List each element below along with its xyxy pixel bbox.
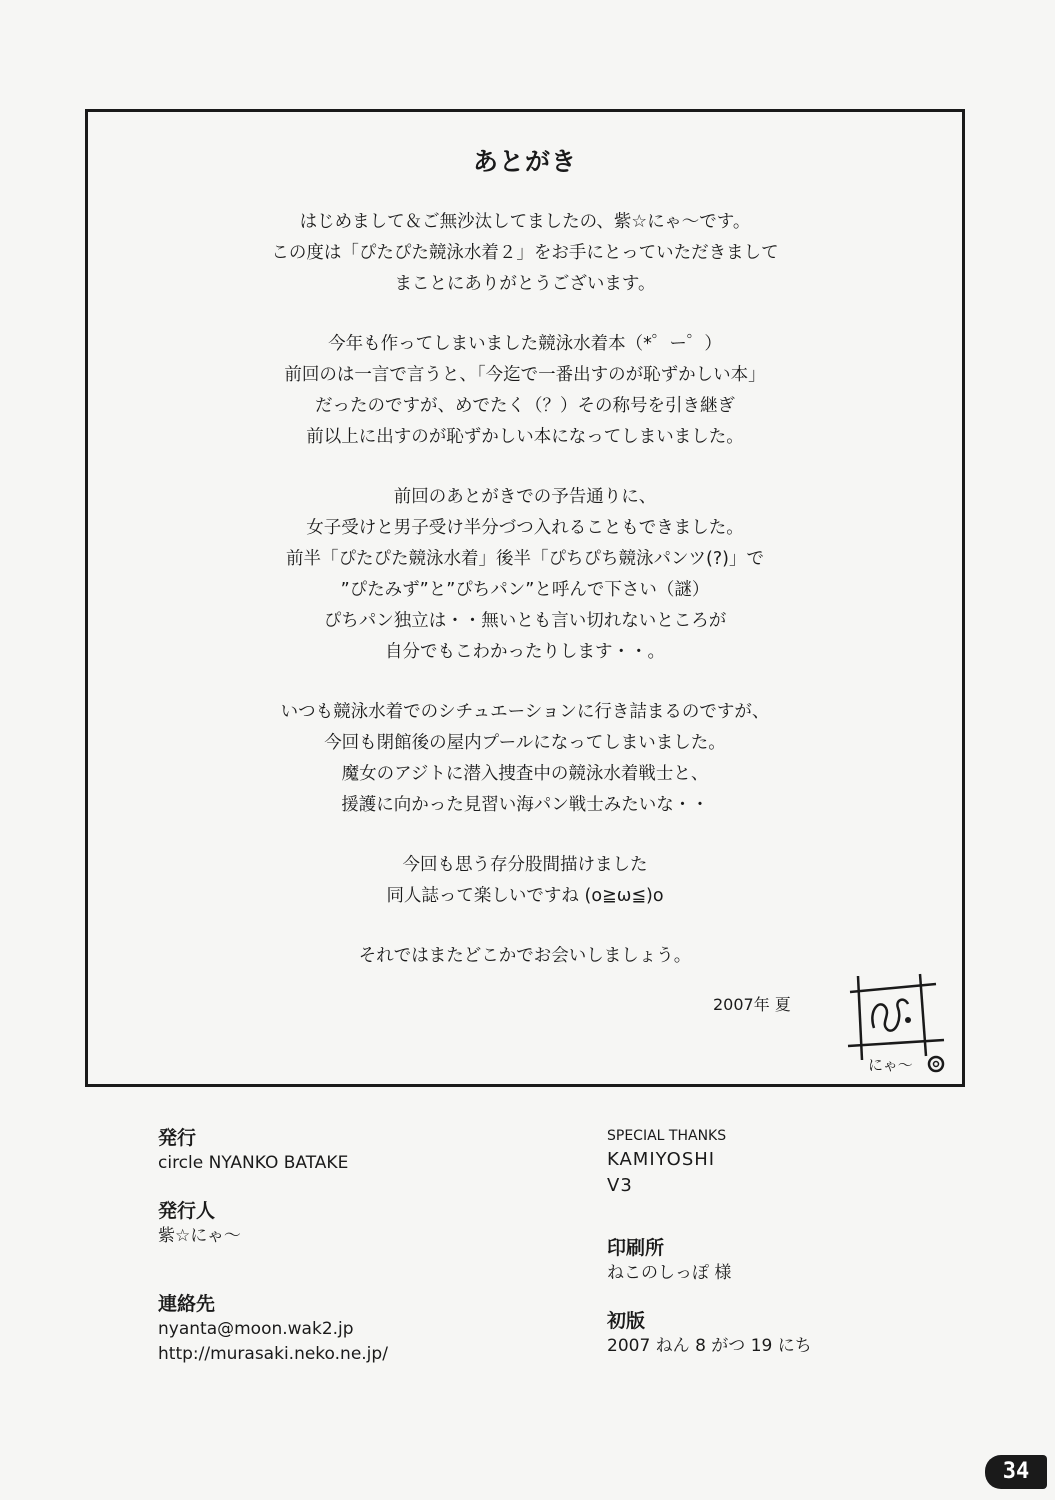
signature-text: にゃ～: [868, 1056, 913, 1074]
edition-label: 初版: [607, 1310, 646, 1332]
paragraph: [88, 329, 962, 453]
printer-block: [607, 1235, 812, 1286]
contact-email: nyanta@moon.wak2.jp: [158, 1319, 354, 1339]
edition-block: [607, 1308, 812, 1359]
paragraph: [88, 482, 962, 668]
text-line: はじめまして＆ご無沙汰してましたの、紫☆にゃ～です。: [299, 212, 751, 232]
page-number: 34: [985, 1455, 1047, 1489]
date-text: 2007年 夏: [713, 995, 791, 1014]
paragraph: [88, 697, 962, 821]
thanks-label: SPECIAL THANKS: [607, 1128, 727, 1144]
text-line: 女子受けと男子受け半分づつ入れることもできました。: [306, 518, 744, 538]
publisher-label: 発行: [158, 1127, 197, 1149]
paragraph: [88, 207, 962, 300]
text-line: 魔女のアジトに潜入捜査中の競泳水着戦士と、: [341, 764, 709, 784]
thanks-name: V3: [607, 1175, 633, 1196]
printer-label: 印刷所: [607, 1237, 665, 1259]
contact-label: 連絡先: [158, 1293, 216, 1315]
afterword-frame: [85, 109, 965, 1087]
text-line: 前半「ぴたぴた競泳水着」後半「ぴちぴち競泳パンツ(?)」で: [286, 549, 764, 569]
text-line: 今回も閉館後の屋内プールになってしまいました。: [324, 733, 726, 753]
contact-url: http://murasaki.neko.ne.jp/: [158, 1344, 388, 1364]
thanks-name: KAMIYOSHI: [607, 1149, 716, 1170]
afterword-body: [88, 207, 962, 1001]
printer-name: ねこのしっぽ 様: [607, 1263, 732, 1283]
paragraph: [88, 850, 962, 912]
issuer-label: 発行人: [158, 1200, 216, 1222]
text-line: 今回も思う存分股間描けました: [402, 855, 648, 875]
text-line: 援護に向かった見習い海パン戦士みたいな・・: [341, 795, 709, 815]
text-line: 前以上に出すのが恥ずかしい本になってしまいました。: [306, 427, 744, 447]
text-line: まことにありがとうございます。: [394, 274, 656, 294]
text-line: 前回のは一言で言うと、「今迄で一番出すのが恥ずかしい本」: [284, 365, 766, 385]
text-line: 前回のあとがきでの予告通りに、: [393, 487, 657, 507]
text-line: いつも競泳水着でのシチュエーションに行き詰まるのですが、: [280, 702, 770, 722]
publisher-block: [158, 1125, 388, 1176]
text-line: 自分でもこわかったりします・・。: [385, 642, 665, 662]
afterword-title: あとがき: [472, 147, 577, 176]
paragraph: [88, 941, 962, 972]
contact-block: [158, 1291, 388, 1367]
edition-date: 2007 ねん 8 がつ 19 にち: [607, 1336, 812, 1356]
text-line: それではまたどこかでお会いしましょう。: [358, 946, 692, 966]
text-line: ”ぴたみず”と”ぴちパン”と呼んで下さい（謎）: [340, 580, 710, 600]
colophon-left: [158, 1125, 388, 1389]
issuer-name: 紫☆にゃ～: [158, 1226, 241, 1246]
signature-stamp: [840, 970, 950, 1080]
text-line: 同人誌って楽しいですね (o≧ω≦)o: [386, 886, 664, 906]
publisher-name: circle NYANKO BATAKE: [158, 1153, 349, 1173]
text-line: だったのですが、めでたく（？）その称号を引き継ぎ: [315, 396, 735, 416]
thanks-block: [607, 1125, 812, 1199]
colophon-right: [607, 1125, 812, 1381]
text-line: この度は「ぴたぴた競泳水着２」をお手にとっていただきまして: [271, 243, 779, 263]
issuer-block: [158, 1198, 388, 1249]
text-line: ぴちパン独立は・・無いとも言い切れないところが: [323, 611, 727, 631]
text-line: 今年も作ってしまいました競泳水着本（*゜ー゜）: [328, 334, 722, 354]
